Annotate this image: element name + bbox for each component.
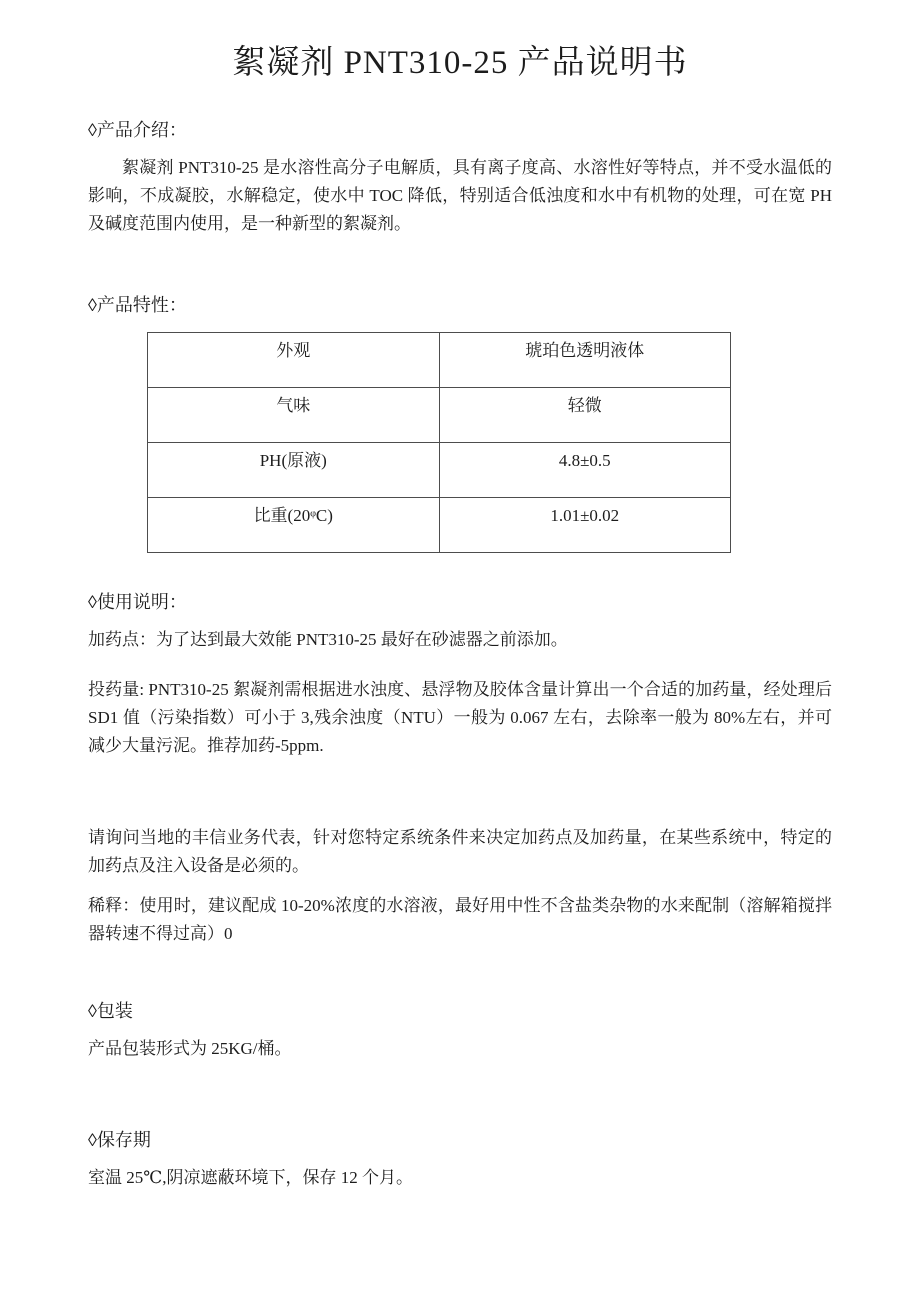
usage-dosing-point: 加药点：为了达到最大效能 PNT310-25 最好在砂滤器之前添加。 [88, 629, 568, 649]
property-value: 4.8±0.5 [439, 442, 731, 497]
property-value: 琥珀色透明液体 [439, 332, 731, 387]
intro-paragraph: 絮凝剂 PNT310-25 是水溶性高分子电解质，具有离子度高、水溶性好等特点，并不受水温低的影响，不成凝胶，水解稳定，使水中 TOC 降低，特别适合低浊度和水中有机物的处理，可在宽 PH 及碱度范围内使用，是一种新型的絮凝剂。 [88, 157, 832, 233]
property-value: 1.01±0.02 [439, 497, 731, 552]
usage-consult: 请询问当地的丰信业务代表，针对您特定系统条件来决定加药点及加药量，在某些系统中，特定的加药点及注入设备是必须的。 [88, 827, 832, 875]
section-heading-properties: ◊产品特性： [88, 294, 187, 315]
table-row [148, 497, 731, 552]
page-title: 絮凝剂 PNT310-25 产品说明书 [232, 45, 688, 81]
usage-dosage: 投药量: PNT310-25 絮凝剂需根据进水浊度、悬浮物及胶体含量计算出一个合适的加药量，经处理后 SD1 值（污染指数）可小于 3,残余浊度（NTU）一般为 0.067 左右，去除率一般为 80%左右，并可减少大量污泥。推荐加药-5ppm. [88, 679, 832, 755]
usage-dilution: 稀释：使用时，建议配成 10-20%浓度的水溶液，最好用中性不含盐类杂物的水来配制（溶解箱搅拌器转速不得过高）0 [88, 895, 832, 943]
storage-body: 室温 25℃,阴凉遮蔽环境下，保存 12 个月。 [88, 1167, 414, 1187]
property-label: 外观 [148, 332, 440, 387]
property-label: 气味 [148, 387, 440, 442]
properties-table [147, 332, 731, 553]
table-row [148, 442, 731, 497]
section-heading-storage: ◊保存期 [88, 1129, 151, 1150]
section-heading-usage: ◊使用说明： [88, 591, 187, 612]
section-heading-packaging: ◊包装 [88, 1000, 133, 1021]
property-label: PH(原液) [148, 442, 440, 497]
property-label: 比重(20ᵠC) [148, 497, 440, 552]
table-row [148, 332, 731, 387]
table-row [148, 387, 731, 442]
packaging-body: 产品包装形式为 25KG/桶。 [88, 1038, 292, 1058]
property-value: 轻微 [439, 387, 731, 442]
section-heading-intro: ◊产品介绍： [88, 119, 187, 140]
